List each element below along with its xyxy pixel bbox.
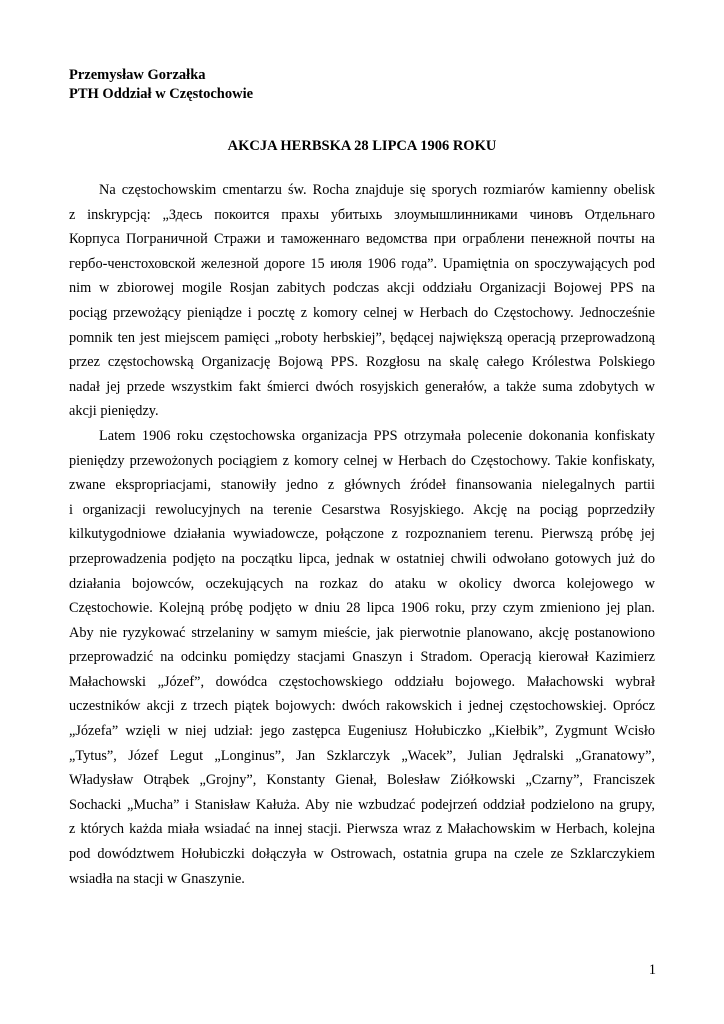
text-line: wsiadła na stacji w Gnaszynie. [69, 870, 245, 887]
author-name: Przemysław Gorzałka [69, 67, 206, 83]
text-line: Małachowski „Józef”, dowódca częstochowskiego oddziału bojowego. Małachowski wybrał [69, 673, 655, 690]
body-text [69, 178, 655, 891]
text-line: działania bojowców, oczekujących na rozkaz do ataku w okolicy dworca kolejowego w [69, 575, 655, 592]
author-affiliation: PTH Oddział w Częstochowie [69, 86, 254, 102]
paragraph [69, 178, 655, 424]
text-line: kilkutygodniowe działania wywiadowcze, połączone z rozpoznaniem terenu. Pierwszą próbę jej [69, 526, 655, 543]
text-line: гербо-ченстоховской железной дороге 15 июля 1906 года”. Upamiętnia on spoczywających pod [69, 255, 655, 272]
text-line: przez częstochowską Organizację Bojową PPS. Rozgłosu na skalę całego Królestwa Polskiego [69, 354, 655, 371]
text-line: „Józefa” wzięli w niej udział: jego zastępca Eugeniusz Hołubiczko „Kiełbik”, Zygmunt Wcisło [69, 723, 655, 740]
text-line: Na częstochowskim cmentarzu św. Rocha znajduje się sporych rozmiarów kamienny obelisk [99, 182, 655, 198]
document-title: AKCJA HERBSKA 28 LIPCA 1906 ROKU [227, 138, 497, 154]
text-line: nim w zbiorowej mogile Rosjan zabitych podczas akcji oddziału Organizacji Bojowej PPS na [69, 280, 655, 297]
text-line: pomnik ten jest miejscem pamięci „roboty herbskiej”, będącej największą operacją przeprowadzoną [69, 329, 655, 346]
text-line: nadał jej przede wszystkim fakt śmierci dwóch rosyjskich generałów, a także suma zdobytych w [69, 378, 655, 395]
text-line: z których każda miała wsiadać na innej stacji. Pierwsza wraz z Małachowskim w Herbach, kolejna [69, 821, 655, 838]
text-line: akcji pieniędzy. [69, 403, 159, 420]
text-line: pociąg przewożący pieniądze i pocztę z komory celnej w Herbach do Częstochowy. Jednocześnie [69, 304, 655, 321]
paragraph [69, 424, 655, 891]
text-line: Aby nie ryzykować strzelaniny w samym mieście, jak pierwotnie planowano, akcję postanowiono [69, 624, 655, 641]
text-line: pod dowództwem Hołubiczki dołączyła w Ostrowach, ostatnia grupa na czele ze Szklarczykiem [69, 846, 655, 863]
text-line: i organizacji rewolucyjnych na terenie Cesarstwa Rosyjskiego. Akcję na pociąg poprzedziły [69, 501, 655, 518]
text-line: uczestników akcji z trzech piątek bojowych: dwóch rakowskich i jednej częstochowskiej. Oprócz [69, 698, 655, 715]
text-line: zwane ekspropriacjami, stanowiły jedno z głównych źródeł finansowania nielegalnych partii [69, 477, 655, 494]
text-line: Корпуса Пограничной Стражи и таможеннаго ведомства при ограблени пенежной почты на [69, 231, 655, 248]
text-line: Władysław Otrąbek „Grojny”, Konstanty Gienał, Bolesław Ziółkowski „Czarny”, Franciszek [69, 772, 655, 789]
page-number: 1 [648, 962, 656, 978]
text-line: Częstochowie. Kolejną próbę podjęto w dniu 28 lipca 1906 roku, przy czym zmieniono jej plan. [69, 600, 655, 617]
text-line: pieniędzy przewożonych pociągiem z komory celnej w Herbach do Częstochowy. Takie konfiskaty, [69, 452, 655, 469]
text-line: Latem 1906 roku częstochowska organizacja PPS otrzymała polecenie dokonania konfiskaty [99, 427, 655, 444]
text-line: przeprowadzenia podjęto na początku lipca, jednak w ostatniej chwili odwołano gotowych już do [69, 550, 655, 567]
author-block [69, 66, 253, 104]
text-line: przeprowadzić na odcinku pomiędzy stacjami Gnaszyn i Stradom. Operacją kierował Kazimierz [69, 649, 655, 666]
text-line: „Tytus”, Józef Legut „Longinus”, Jan Szklarczyk „Wacek”, Julian Jędralski „Granatowy”, [69, 747, 655, 764]
text-line: Sochacki „Mucha” i Stanisław Kałuża. Aby nie wzbudzać podejrzeń oddział podzielono na grupy, [69, 796, 655, 813]
text-line: z inskrypcją: „Здесь покоится прахы убитыхь злоумышлинниками чиновъ Отдельнаго [69, 206, 655, 223]
